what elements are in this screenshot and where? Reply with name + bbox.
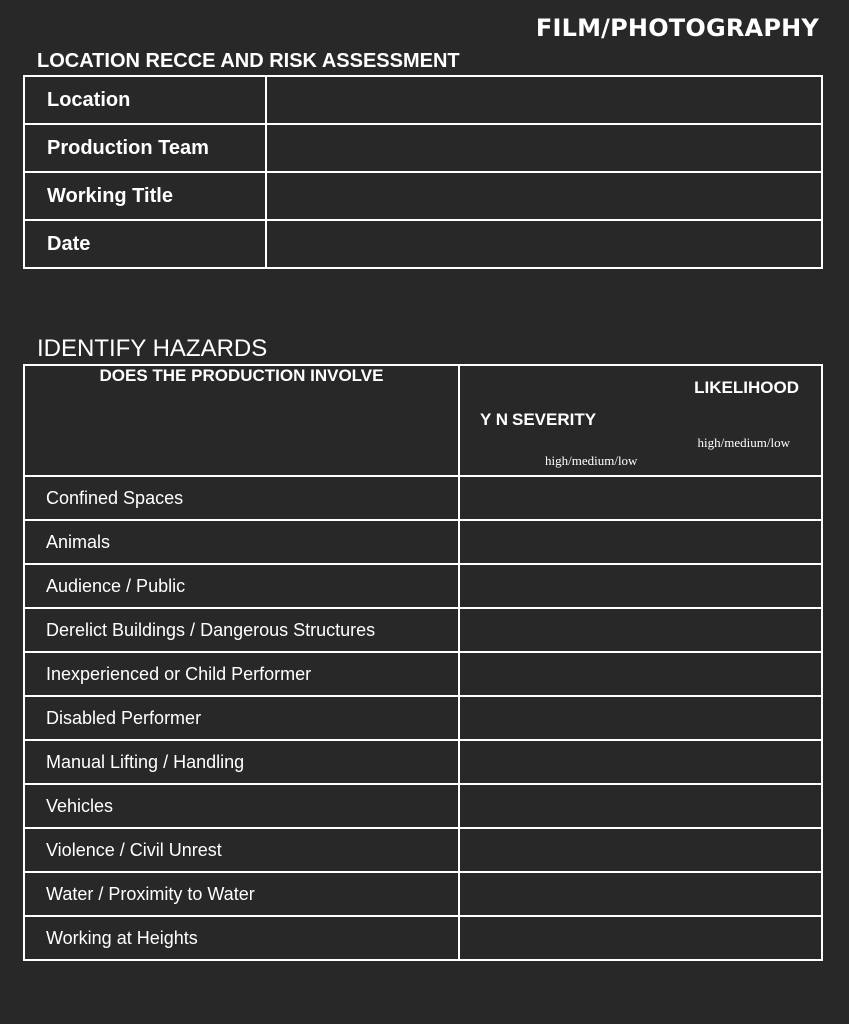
hazard-label: Audience / Public [24,564,459,608]
hazard-label: Derelict Buildings / Dangerous Structures [24,608,459,652]
hazard-assessment-cell[interactable] [459,784,822,828]
location-label: Location [24,76,266,124]
form-title: LOCATION RECCE AND RISK ASSESSMENT [37,50,460,72]
hazards-table [23,364,823,961]
hazard-assessment-cell[interactable] [459,608,822,652]
table-row [24,916,822,960]
table-row [24,564,822,608]
severity-scale: high/medium/low [545,453,638,468]
hazard-assessment-cell[interactable] [459,652,822,696]
table-row [24,652,822,696]
info-table [23,75,823,269]
column-header-involve: DOES THE PRODUCTION INVOLVE [24,365,459,476]
column-header-assessment [459,365,822,476]
table-row [24,828,822,872]
hazard-assessment-cell[interactable] [459,520,822,564]
hazard-label: Disabled Performer [24,696,459,740]
hazard-label: Water / Proximity to Water [24,872,459,916]
hazard-label: Confined Spaces [24,476,459,520]
info-row-location [24,76,822,124]
table-row [24,784,822,828]
table-row [24,696,822,740]
column-header-likelihood: LIKELIHOOD [694,378,799,397]
hazard-assessment-cell[interactable] [459,916,822,960]
working-title-field[interactable] [266,172,822,220]
hazard-label: Manual Lifting / Handling [24,740,459,784]
hazard-assessment-cell[interactable] [459,872,822,916]
hazard-assessment-cell[interactable] [459,828,822,872]
table-row [24,740,822,784]
column-header-severity: SEVERITY [512,410,597,429]
table-row [24,520,822,564]
hazard-assessment-cell[interactable] [459,696,822,740]
hazard-assessment-cell[interactable] [459,476,822,520]
table-row [24,476,822,520]
production-team-label: Production Team [24,124,266,172]
column-header-yn: Y N [480,410,509,429]
hazard-label: Working at Heights [24,916,459,960]
hazard-label: Inexperienced or Child Performer [24,652,459,696]
section-title: IDENTIFY HAZARDS [37,335,268,362]
hazard-label: Vehicles [24,784,459,828]
date-field[interactable] [266,220,822,268]
category-heading: FILM/PHOTOGRAPHY [535,14,819,42]
production-team-field[interactable] [266,124,822,172]
table-row [24,872,822,916]
info-row-production-team [24,124,822,172]
info-row-date [24,220,822,268]
working-title-label: Working Title [24,172,266,220]
location-field[interactable] [266,76,822,124]
hazard-label: Animals [24,520,459,564]
info-row-working-title [24,172,822,220]
table-row [24,608,822,652]
hazard-assessment-cell[interactable] [459,564,822,608]
hazard-label: Violence / Civil Unrest [24,828,459,872]
date-label: Date [24,220,266,268]
likelihood-scale: high/medium/low [697,435,790,450]
hazards-header-row [24,365,822,476]
hazard-assessment-cell[interactable] [459,740,822,784]
